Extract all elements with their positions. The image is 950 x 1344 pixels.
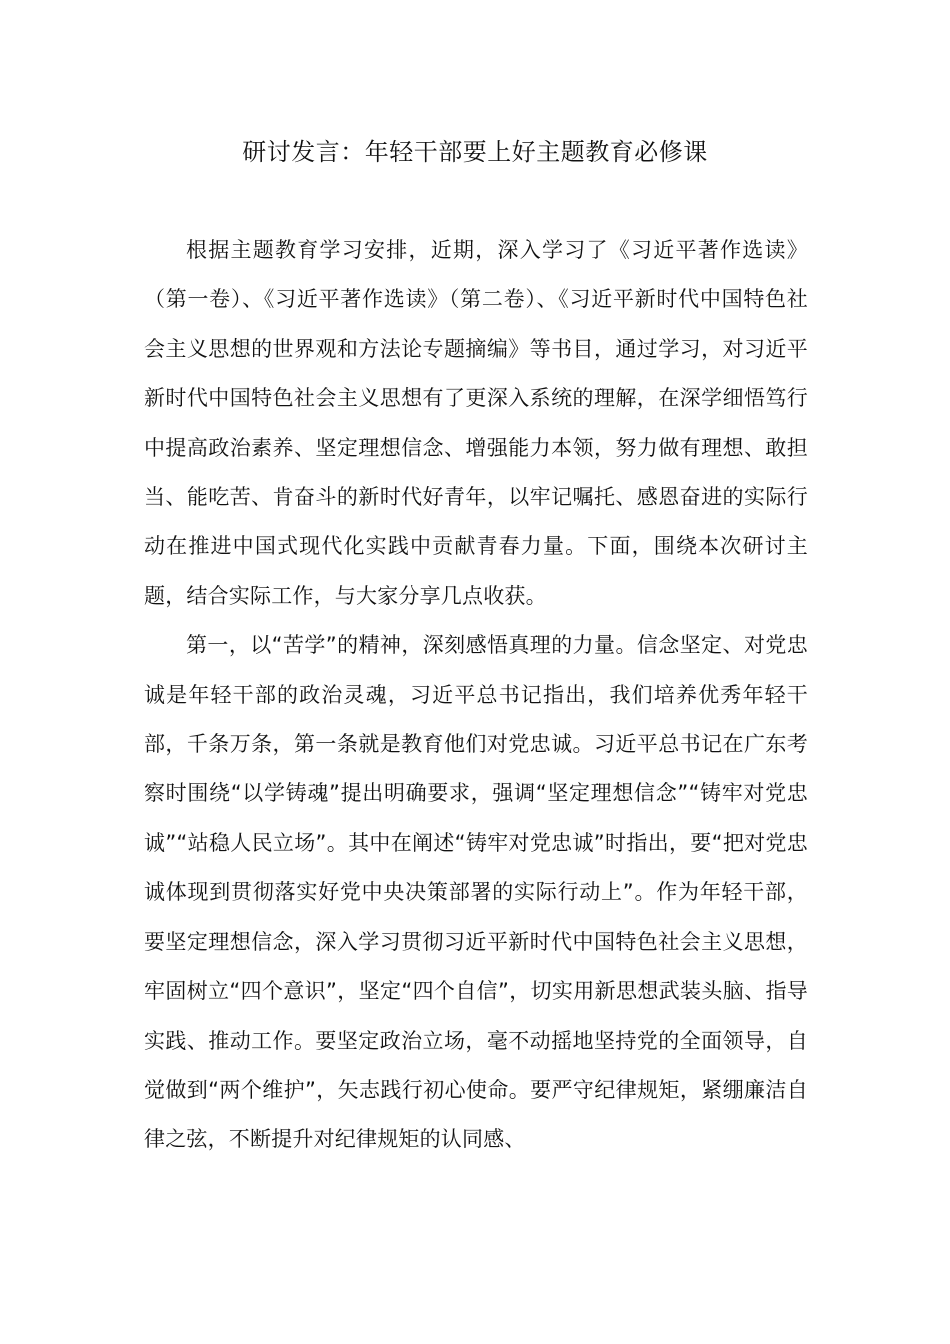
paragraph: 第一，以“苦学”的精神，深刻感悟真理的力量。信念坚定、对党忠诚是年轻干部的政治灵魂，习近平总书记指出，我们培养优秀年轻干部，千条万条，第一条就是教育他们对党忠诚。习近平总书记在广东考察时围绕“以学铸魂”提出明确要求，强调“坚定理想信念”“铸牢对党忠诚”“站稳人民立场”。其中在阐述“铸牢对党忠诚”时指出，要“把对党忠诚体现到贯彻落实好党中央决策部署的实际行动上”。作为年轻干部，要坚定理想信念，深入学习贯彻习近平新时代中国特色社会主义思想，牢固树立“四个意识”，坚定“四个自信”，切实用新思想武装头脑、指导实践、推动工作。要坚定政治立场，毫不动摇地坚持党的全面领导，自觉做到“两个维护”，矢志践行初心使命。要严守纪律规矩，紧绷廉洁自律之弦，不断提升对纪律规矩的认同感、 bbox=[144, 633, 808, 1152]
paragraph: 根据主题教育学习安排，近期，深入学习了《习近平著作选读》（第一卷）、《习近平著作选读》（第二卷）、《习近平新时代中国特色社会主义思想的世界观和方法论专题摘编》等书目，通过学习，对习近平新时代中国特色社会主义思想有了更深入系统的理解，在深学细悟笃行中提高政治素养、坚定理想信念、增强能力本领，努力做有理想、敢担当、能吃苦、肯奋斗的新时代好青年，以牢记嘱托、感恩奋进的实际行动在推进中国式现代化实践中贡献青春力量。下面，围绕本次研讨主题，结合实际工作，与大家分享几点收获。 bbox=[144, 238, 808, 608]
document-body bbox=[144, 226, 808, 1165]
document-title: 研讨发言：年轻干部要上好主题教育必修课 bbox=[242, 138, 708, 166]
